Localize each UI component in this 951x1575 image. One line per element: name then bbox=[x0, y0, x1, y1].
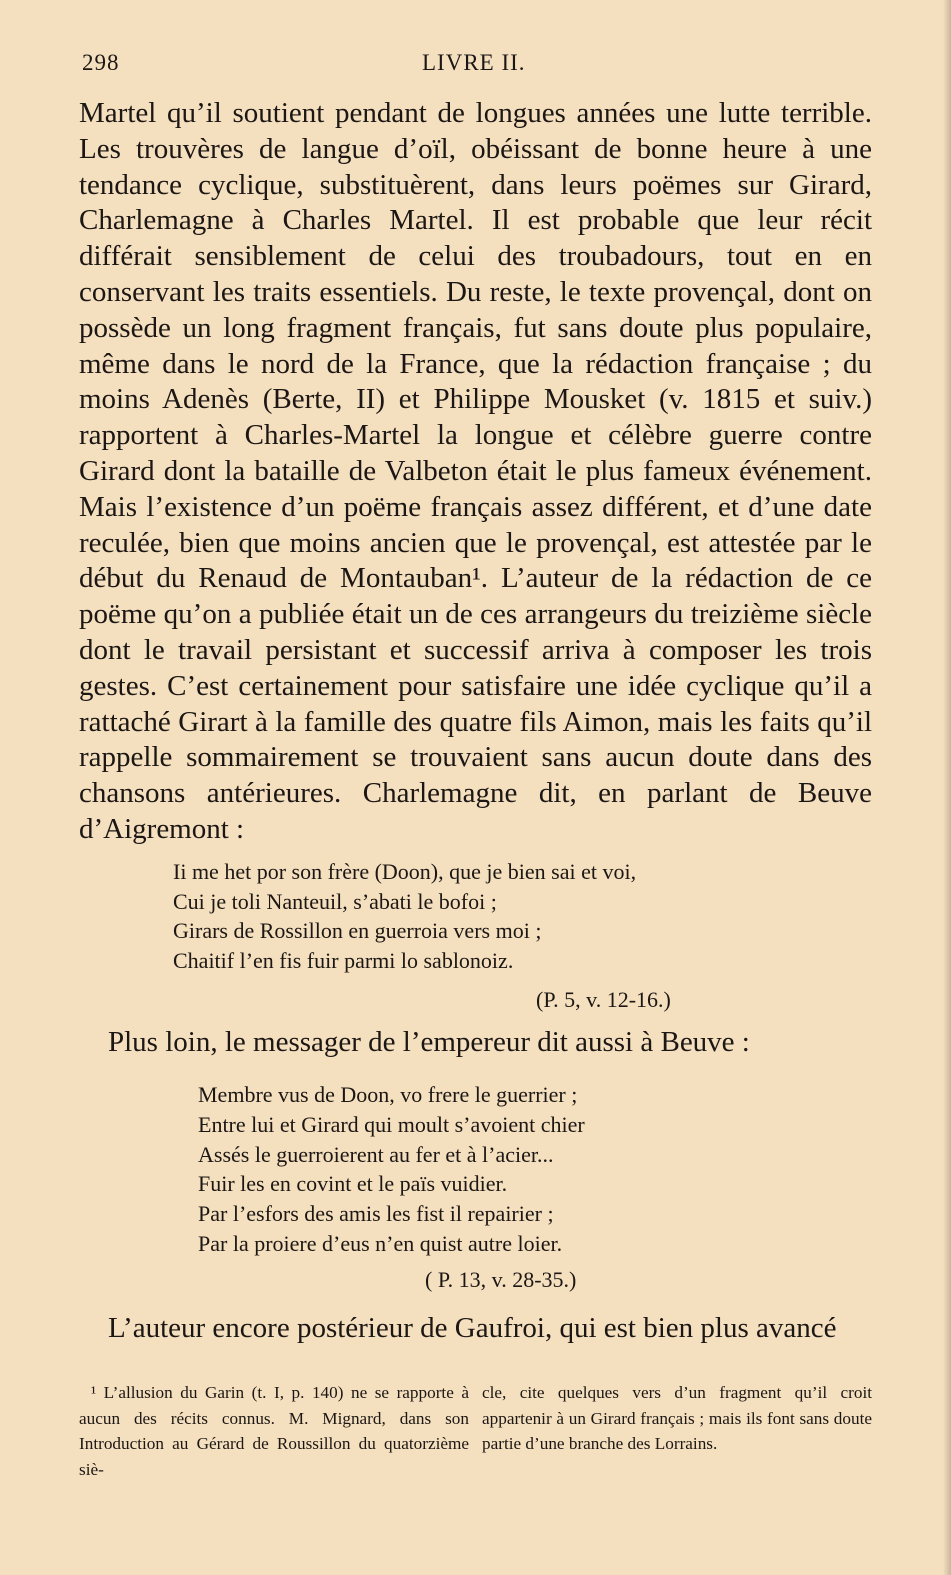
verse-line: Chaitif l’en fis fuir parmi lo sablonoiz. bbox=[173, 947, 514, 973]
footnote-column-left bbox=[79, 1380, 469, 1482]
verse-line: Girars de Rossillon en guerroia vers moi ; bbox=[173, 918, 542, 943]
footnote-text-left: ¹ L’allusion du Garin (t. I, p. 140) ne se rapporte à aucun des récits connus. M. Mignard, dans son Introduction au Gérard de Roussillon du quatorzième siè- bbox=[79, 1383, 469, 1479]
verse-line: Membre vus de Doon, vo frere le guerrier ; bbox=[198, 1082, 578, 1107]
footnotes bbox=[79, 1380, 872, 1482]
footnote-column-right bbox=[482, 1380, 872, 1482]
prose-line-1: Plus loin, le messager de l’empereur dit aussi à Beuve : bbox=[108, 1026, 750, 1058]
page-number: 298 bbox=[82, 50, 120, 75]
prose-line-2: L’auteur encore postérieur de Gaufroi, qui est bien plus avancé bbox=[108, 1312, 837, 1344]
verse-line: Ii me het por son frère (Doon), que je bien sai et voi, bbox=[173, 859, 637, 884]
verse-line: Fuir les en covint et le païs vuidier. bbox=[198, 1171, 508, 1197]
verse-line: Assés le guerroierent au fer et à l’acier... bbox=[198, 1141, 554, 1167]
verse-quote-2 bbox=[198, 1080, 818, 1259]
verse-line: Par la proiere d’eus n’en quist autre loier. bbox=[198, 1230, 563, 1256]
footnote-text-right: cle, cite quelques vers d’un fragment qu’il croit appartenir à un Girard français ; mais ils font sans doute partie d’une branche des Lorrains. bbox=[482, 1383, 872, 1453]
page-header bbox=[82, 50, 872, 80]
verse-reference-1: (P. 5, v. 12-16.) bbox=[536, 987, 671, 1012]
verse-reference-2: ( P. 13, v. 28-35.) bbox=[425, 1267, 577, 1292]
verse-line: Entre lui et Girard qui moult s’avoient chier bbox=[198, 1111, 585, 1137]
running-head: LIVRE II. bbox=[422, 50, 526, 75]
verse-line: Cui je toli Nanteuil, s’abati le bofoi ; bbox=[173, 888, 497, 914]
main-text bbox=[79, 96, 872, 848]
verse-line: Par l’esfors des amis les fist il repairier ; bbox=[198, 1201, 554, 1227]
verse-quote-1 bbox=[173, 857, 793, 975]
body-paragraph: Martel qu’il soutient pendant de longues années une lutte terrible. Les trouvères de langue d’oïl, obéissant de bonne heure à une tendance cyclique, substituèrent, dans leurs poëmes sur Girard, Charlemagne à Charles Martel. Il est probable que leur récit différait sensiblement de celui des troubadours, tout en en conservant les traits essentiels. Du reste, le texte provençal, dont on possède un long fragment français, fut sans doute plus populaire, même dans le nord de la France, que la rédaction française ; du moins Adenès (Berte, II) et Philippe Mousket (v. 1815 et suiv.) rapportent à Charles-Martel la longue et célèbre guerre contre Girard dont la bataille de Valbeton était le plus fameux événement. Mais l’existence d’un poëme français assez différent, et d’une date reculée, bien que moins ancien que le provençal, est attestée par le début du Renaud de Montauban¹. L’auteur de la rédaction de ce poëme qu’on a publiée était un de ces arrangeurs du treizième siècle dont le travail persistant et successif arriva à composer les trois gestes. C’est certainement pour satisfaire une idée cyclique qu’il a rattaché Girart à la famille des quatre fils Aimon, mais les faits qu’il rappelle sommairement se trouvaient sans aucun doute dans des chansons antérieures. Charlemagne dit, en parlant de Beuve d’Aigremont : bbox=[79, 97, 872, 845]
